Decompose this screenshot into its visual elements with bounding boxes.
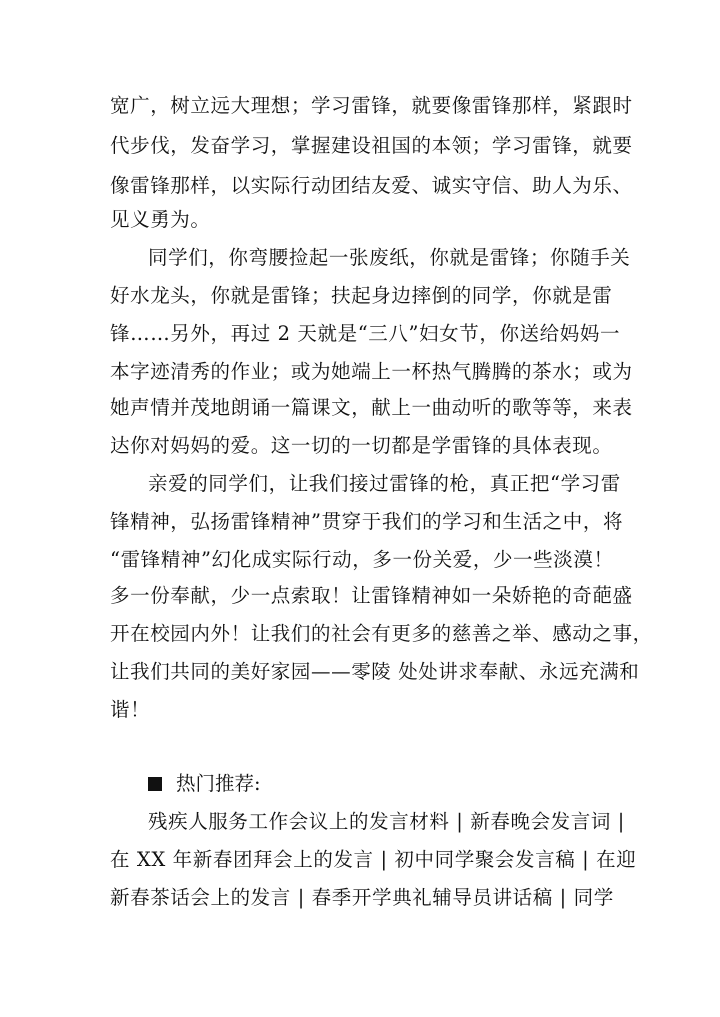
paragraph-2-line-3: 锋……另外，再过 2 天就是“三八”妇女节，你送给妈妈一 <box>110 322 621 345</box>
paragraph-1-line-3: 像雷锋那样，以实际行动团结友爱、诚实守信、助人为乐、 <box>110 174 633 197</box>
recommend-links-line-3[interactable]: 新春茶话会上的发言 | 春季开学典礼辅导员讲话稿 | 同学 <box>110 886 614 909</box>
paragraph-1-line-2: 代步伐，发奋学习，掌握建设祖国的本领；学习雷锋，就要 <box>110 134 633 157</box>
paragraph-2-line-2: 好水龙头，你就是雷锋；扶起身边摔倒的同学，你就是雷 <box>110 284 613 307</box>
recommend-heading <box>148 772 261 796</box>
recommend-links-line-2[interactable]: 在 XX 年新春团拜会上的发言 | 初中同学聚会发言稿 | 在迎 <box>110 848 637 871</box>
paragraph-2-line-1: 同学们，你弯腰捡起一张废纸，你就是雷锋；你随手关 <box>148 246 631 269</box>
paragraph-3-line-6: 让我们共同的美好家园——零陵 处处讲求奉献、永远充满和 <box>110 660 640 683</box>
paragraph-2-line-4: 本字迹清秀的作业；或为她端上一杯热气腾腾的茶水；或为 <box>110 360 633 383</box>
paragraph-1-line-1: 宽广，树立远大理想；学习雷锋，就要像雷锋那样，紧跟时 <box>110 94 633 117</box>
square-bullet-icon <box>148 777 162 791</box>
paragraph-2-line-5: 她声情并茂地朗诵一篇课文，献上一曲动听的歌等等，来表 <box>110 396 633 419</box>
paragraph-3-line-1: 亲爱的同学们，让我们接过雷锋的枪，真正把“学习雷 <box>148 472 621 495</box>
paragraph-2-line-6: 达你对妈妈的爱。这一切的一切都是学雷锋的具体表现。 <box>110 434 613 457</box>
paragraph-3-line-2: 锋精神，弘扬雷锋精神”贯穿于我们的学习和生活之中，将 <box>110 510 624 533</box>
paragraph-3-line-3: “雷锋精神”幻化成实际行动，多一份关爱，少一些淡漠！ <box>110 548 614 571</box>
recommend-links-line-1[interactable]: 残疾人服务工作会议上的发言材料 | 新春晚会发言词 | <box>148 810 625 833</box>
paragraph-3-line-7: 谐！ <box>110 698 151 721</box>
recommend-title: 热门推荐: <box>176 772 261 795</box>
paragraph-3-line-5: 开在校园内外！让我们的社会有更多的慈善之举、感动之事， <box>110 622 653 645</box>
paragraph-1-line-4: 见义勇为。 <box>110 208 211 231</box>
paragraph-3-line-4: 多一份奉献，少一点索取！让雷锋精神如一朵娇艳的奇葩盛 <box>110 584 633 607</box>
